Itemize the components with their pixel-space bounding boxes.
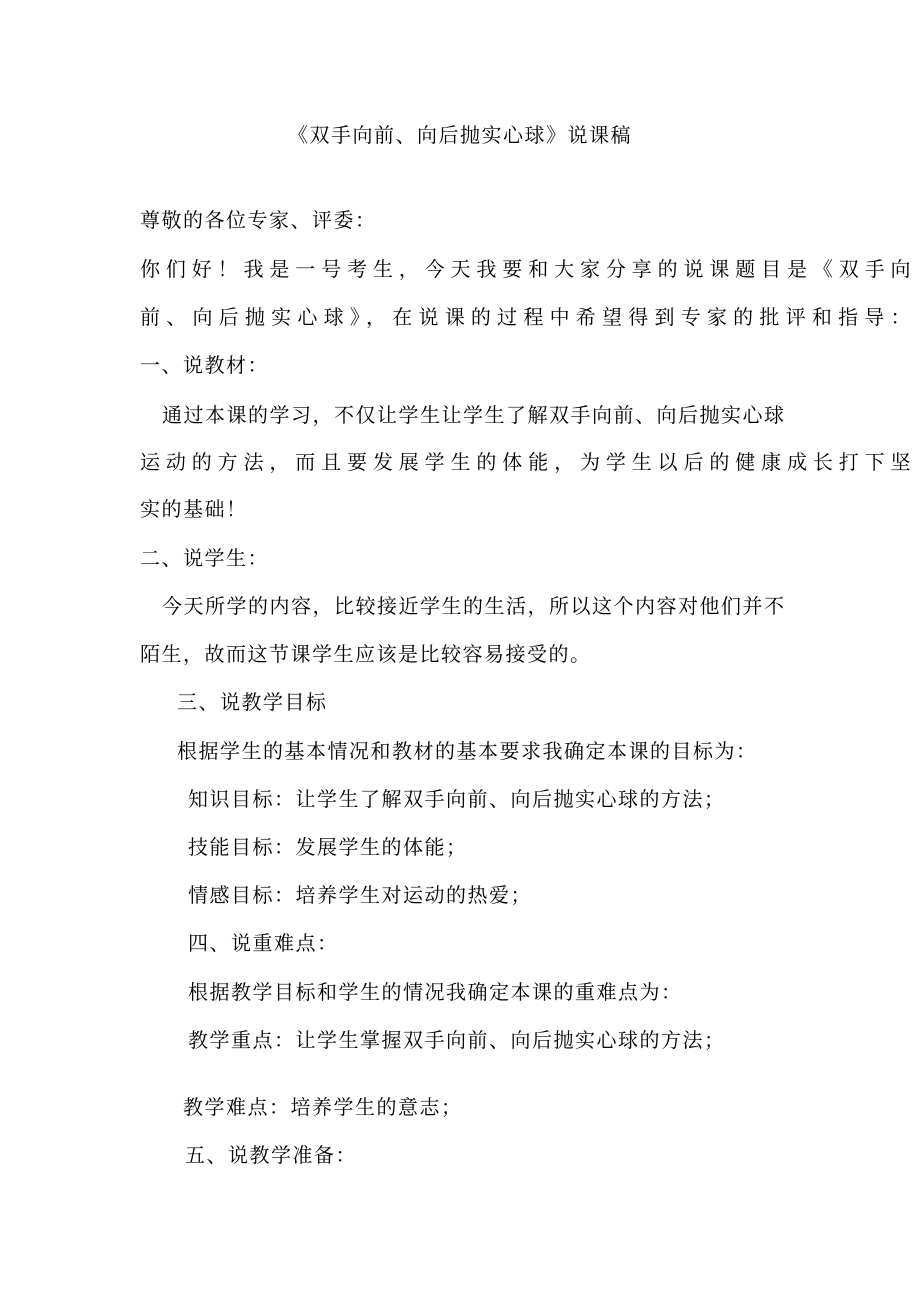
section-1-line-3: 实的基础！: [140, 497, 248, 521]
section-2-line-2: 陌生，故而这节课学生应该是比较容易接受的。: [140, 642, 592, 666]
section-4-intro: 根据教学目标和学生的情况我确定本课的重难点为：: [188, 980, 683, 1004]
teaching-difficulty: 教学难点：培养学生的意志；: [183, 1095, 463, 1119]
section-3-intro: 根据学生的基本情况和教材的基本要求我确定本课的目标为：: [177, 739, 758, 763]
emotion-goal: 情感目标：培养学生对运动的热爱；: [188, 883, 532, 907]
section-1-line-2: 运动的方法，而且要发展学生的体能，为学生以后的健康成长打下坚: [140, 450, 912, 474]
section-4-heading: 四、说重难点：: [188, 931, 339, 955]
greeting: 尊敬的各位专家、评委：: [140, 208, 377, 232]
section-2-heading: 二、说学生：: [140, 546, 269, 570]
section-1-line-1: 通过本课的学习，不仅让学生让学生了解双手向前、向后抛实心球: [162, 403, 786, 427]
intro-line-2: 前、向后抛实心球》，在说课的过程中希望得到专家的批评和指导：: [140, 305, 912, 329]
section-5-heading: 五、说教学准备：: [185, 1143, 357, 1167]
skill-goal: 技能目标：发展学生的体能；: [188, 835, 468, 859]
teaching-key-point: 教学重点：让学生掌握双手向前、向后抛实心球的方法；: [188, 1028, 726, 1052]
section-1-heading: 一、说教材：: [140, 353, 269, 377]
knowledge-goal: 知识目标：让学生了解双手向前、向后抛实心球的方法；: [188, 787, 726, 811]
section-3-heading: 三、说教学目标: [177, 690, 328, 714]
section-2-line-1: 今天所学的内容，比较接近学生的生活，所以这个内容对他们并不: [162, 594, 786, 618]
intro-line-1: 你们好！我是一号考生，今天我要和大家分享的说课题目是《双手向: [140, 257, 912, 281]
page-title: 《双手向前、向后抛实心球》说课稿: [288, 123, 632, 147]
